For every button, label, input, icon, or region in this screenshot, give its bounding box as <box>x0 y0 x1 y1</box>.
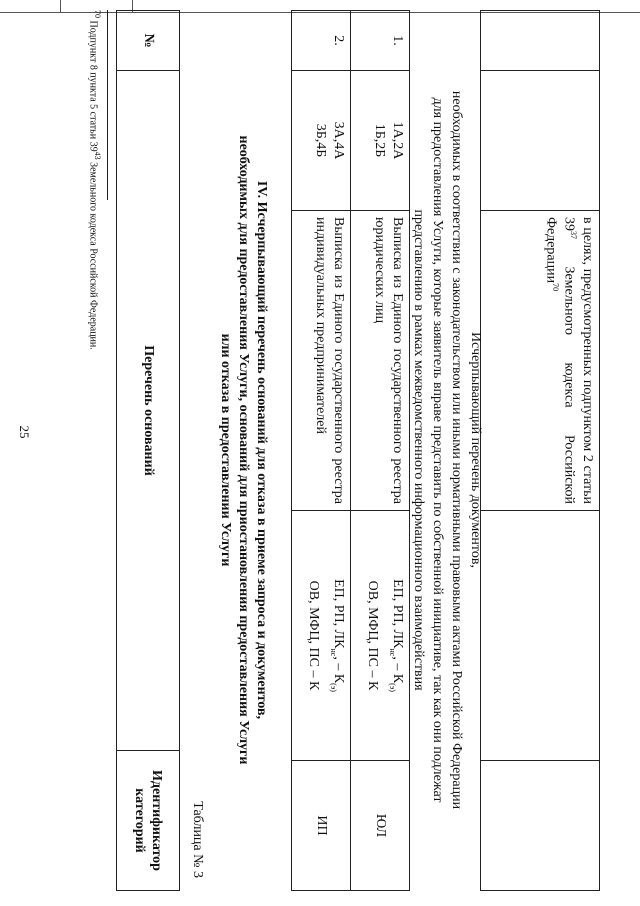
channels-line: ЕП, РП, $ЛК_{нс}$, – $К_{(э)}$ <box>388 579 405 692</box>
header-category-id: Идентификатор категорий <box>117 751 180 891</box>
code-line: 1Б,2Б <box>372 123 388 158</box>
code-line: 1А,2А <box>390 121 405 160</box>
row-number: 2. <box>292 11 351 71</box>
title-line: необходимых в соответствии с законодательством или иными нормативными правовыми актами Российской Федерации <box>449 90 464 810</box>
table-row <box>351 11 410 891</box>
continuation-text: в целях, предусмотренных подпунктом 2 статьи $39^{37}$ Земельного кодекса Российской Федерации$^{70}$ <box>481 211 600 511</box>
document-codes <box>351 71 410 211</box>
section-title-line: IV. Исчерпывающий перечень оснований для отказа в приеме запроса и документов, <box>254 180 269 720</box>
title-line: представлению в рамках межведомственного информационного взаимодействия <box>411 209 426 691</box>
cell-empty <box>481 71 600 211</box>
table-header-row <box>117 11 180 891</box>
section-title-line: необходимых для предоставления Услуги, оснований для приостановления предоставления Услуги <box>236 135 251 765</box>
code-line: 3А,4А <box>331 121 346 160</box>
rotated-page-content <box>20 10 600 890</box>
page-number: 25 <box>17 425 32 439</box>
footnote-divider <box>107 10 108 200</box>
channels-line: ОВ, МФЦ, ПС – К <box>306 580 322 691</box>
title-line: для предоставления Услуги, которые заявитель вправе представить по собственной инициативе, так как они подлежат <box>430 97 445 803</box>
section-title <box>216 10 270 890</box>
footnote: $^{70}$ Подпункт 8 пункта 5 статьи $39^{43}$ Земельного кодекса Российской Федерации. <box>87 10 102 350</box>
row-number: 1. <box>351 11 410 71</box>
document-name: Выписка из Единого государственного реестра юридических лиц <box>351 211 410 511</box>
header-number: № <box>117 11 180 71</box>
cell-empty <box>481 761 600 891</box>
code-line: 3Б,4Б <box>313 123 329 158</box>
channels-line: ЕП, РП, $ЛК_{нс}$, – $К_{(э)}$ <box>329 579 346 692</box>
continuation-table <box>480 10 600 891</box>
table-row <box>292 11 351 891</box>
documents-table <box>291 10 410 891</box>
header-reasons: Перечень оснований <box>117 71 180 751</box>
category-code: ЮЛ <box>351 761 410 891</box>
channels-line: ОВ, МФЦ, ПС – К <box>365 580 381 691</box>
section-title-line: или отказа в предоставлении Услуги <box>218 333 233 567</box>
submission-channels <box>351 511 410 761</box>
cell-empty <box>481 11 600 71</box>
title-line: Исчерпывающий перечень документов, <box>468 332 483 568</box>
reasons-table-header <box>116 10 180 891</box>
category-code: ИП <box>292 761 351 891</box>
submission-channels <box>292 511 351 761</box>
table-row <box>481 11 600 891</box>
cell-empty <box>481 511 600 761</box>
document-codes <box>292 71 351 211</box>
document-name: Выписка из Единого государственного реестра индивидуальных предпринимателей <box>292 211 351 511</box>
table-label: Таблица № 3 <box>190 801 205 878</box>
documents-list-title <box>409 10 485 890</box>
